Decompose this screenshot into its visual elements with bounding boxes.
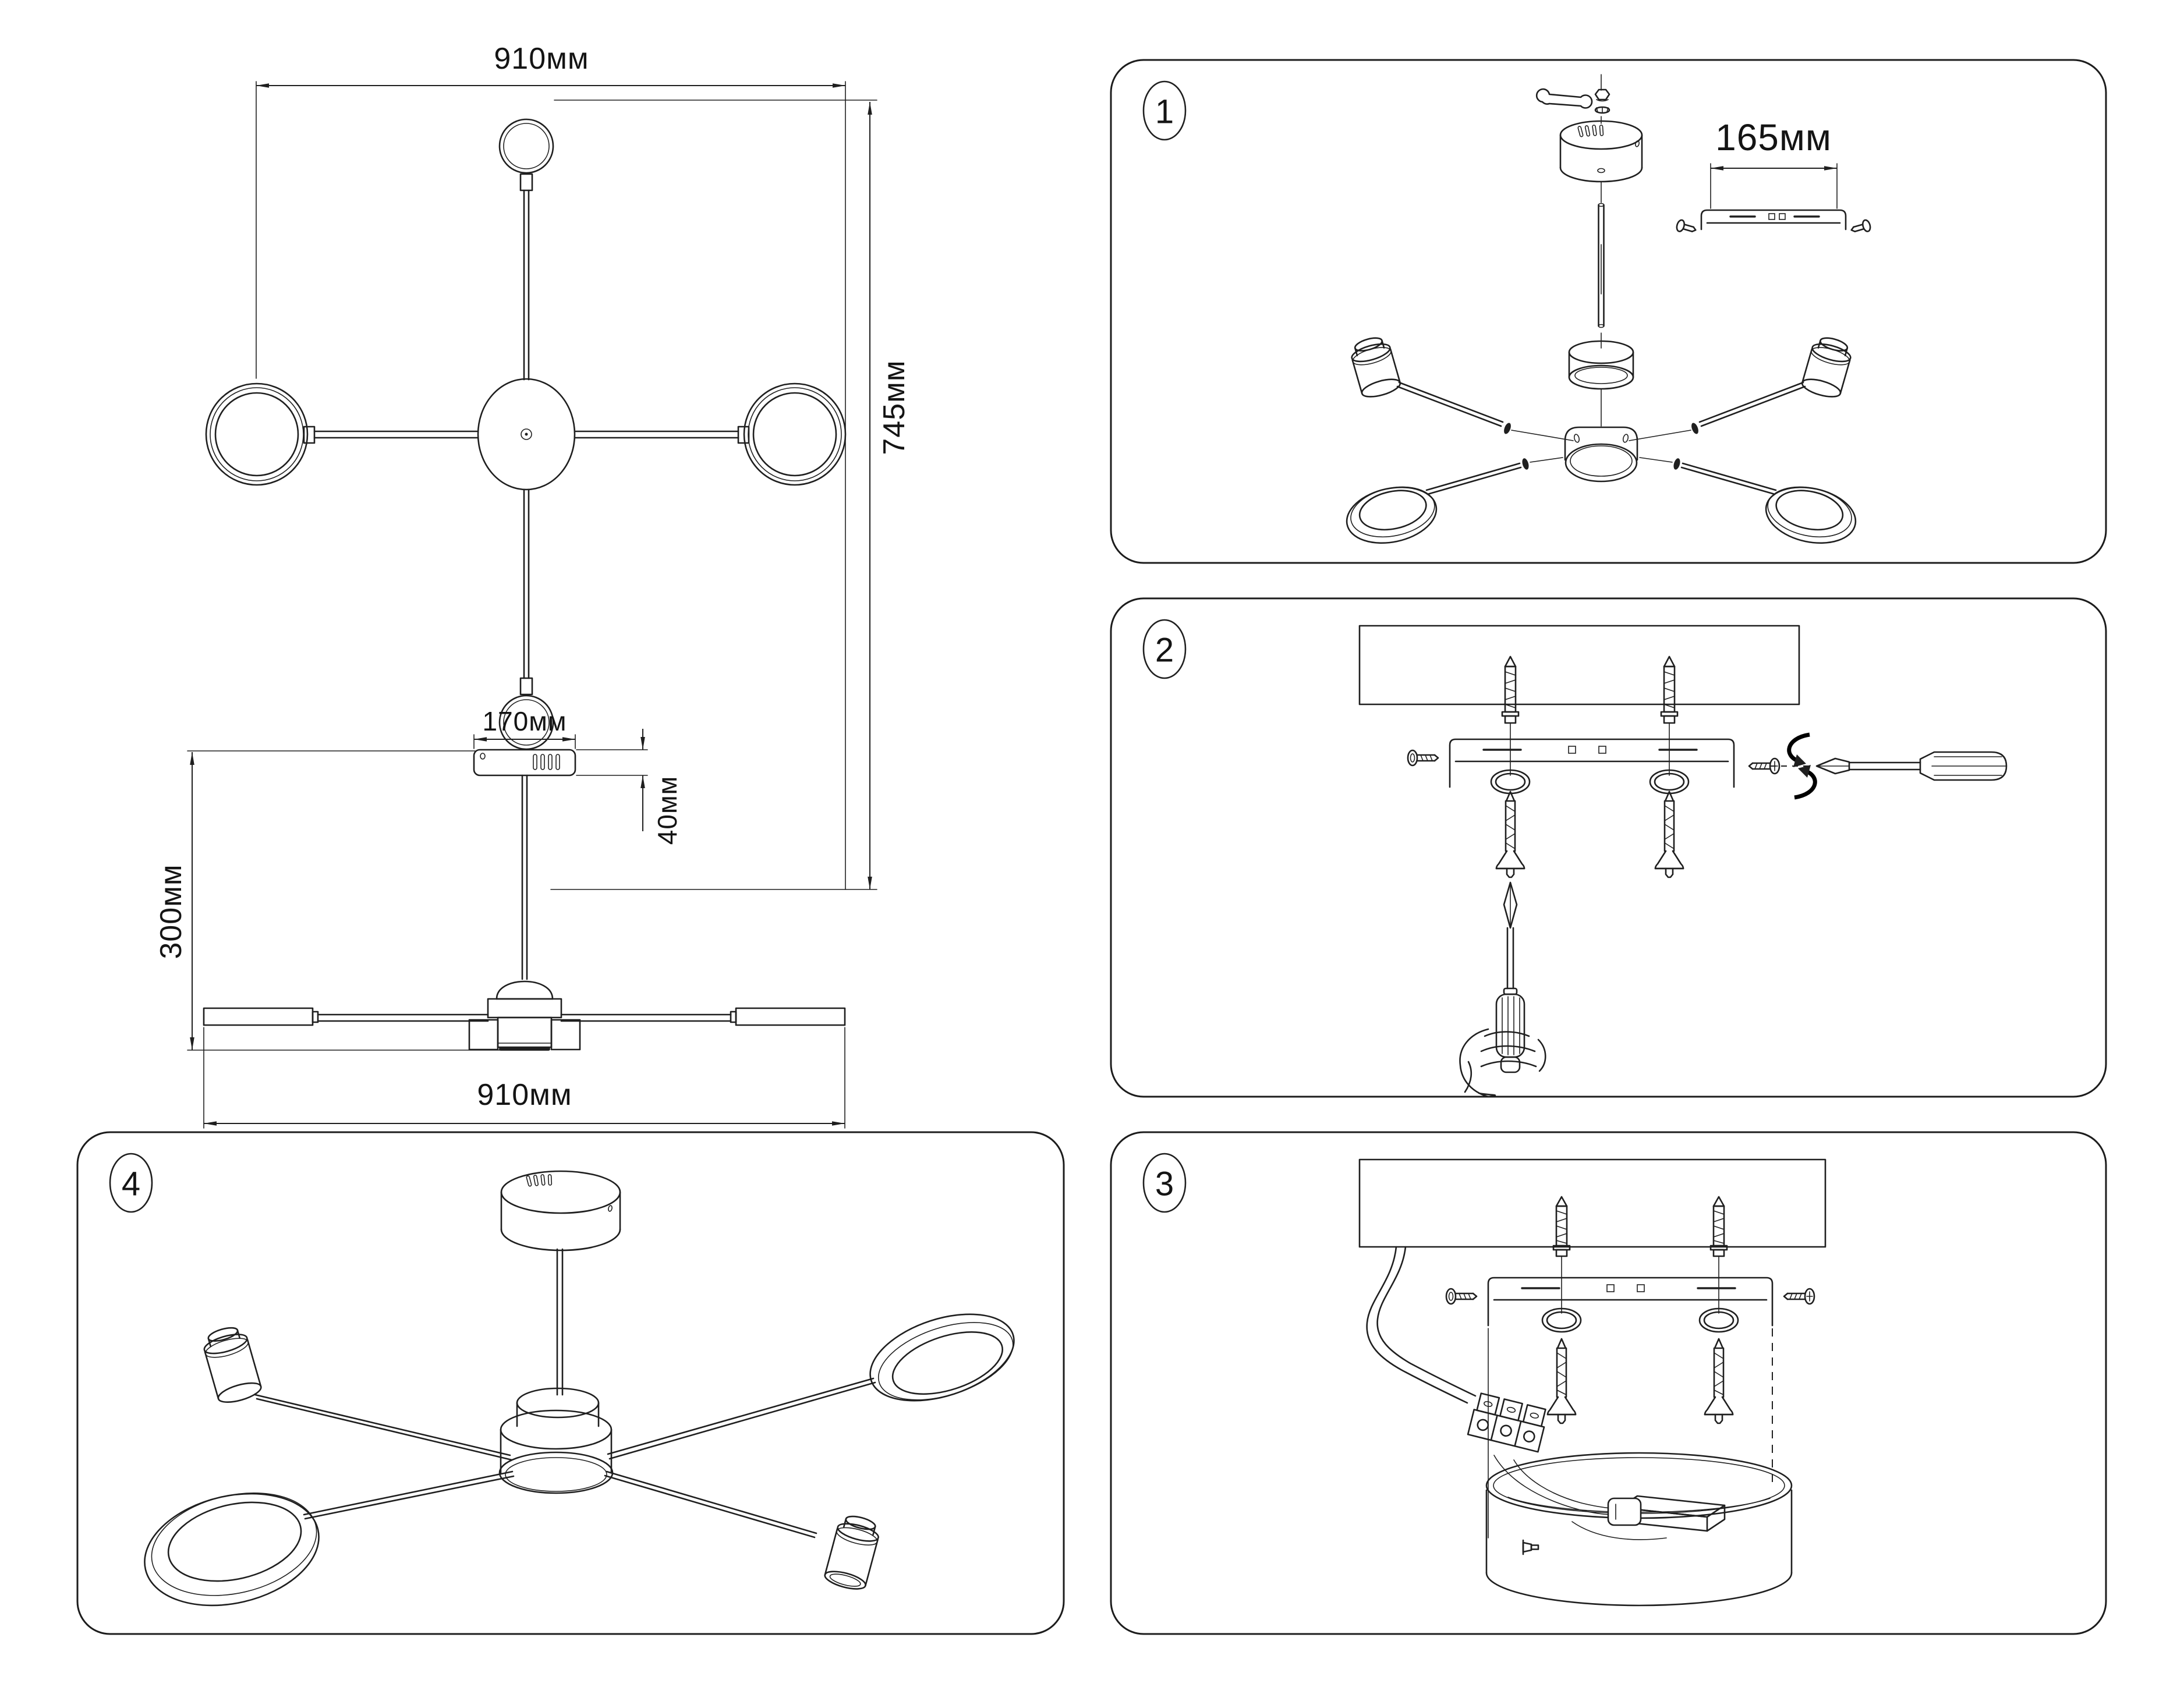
step-badge-3 — [1144, 1154, 1185, 1212]
dimension-side-width — [204, 1027, 845, 1128]
terminal-block — [1468, 1392, 1548, 1452]
step-panel-1 — [1109, 58, 2108, 565]
step-badge-2 — [1144, 620, 1185, 678]
step-badge-1 — [1144, 81, 1185, 140]
arm-nut — [1690, 422, 1700, 435]
canopy-assembled — [501, 1171, 620, 1250]
lock-washer-icon — [1595, 107, 1609, 113]
arm-upper-left — [1397, 382, 1573, 441]
mounting-screw-icon — [1655, 792, 1683, 877]
bracket-screw-icon — [1784, 1289, 1814, 1304]
hub-exploded — [1565, 427, 1637, 481]
chandelier-top-view — [206, 119, 845, 749]
down-rod-assembled — [557, 1249, 562, 1395]
side-view-drawing — [105, 707, 879, 1132]
canopy-open — [1486, 1453, 1792, 1605]
dimension-bracket-width — [1711, 116, 1837, 208]
wrench-icon — [1537, 89, 1592, 108]
side-view-width-label: 910мм — [477, 1078, 572, 1112]
hub-assembled — [500, 1388, 613, 1493]
lamp-ring-lower-left — [133, 1477, 330, 1622]
hex-nut-icon — [1595, 90, 1609, 101]
step-number-1: 1 — [1155, 93, 1174, 131]
arm-upper-right — [608, 1378, 875, 1459]
bracket-width-label: 165мм — [1715, 116, 1832, 158]
arm-lower-left — [304, 1472, 514, 1519]
arm-upper-right — [1629, 382, 1805, 441]
canopy-vent-slots — [1578, 125, 1604, 137]
dimension-drop-height — [154, 751, 525, 1050]
arm-lower-right — [1640, 458, 1776, 494]
step-badge-4 — [110, 1154, 152, 1212]
mounting-screw-icon — [1705, 1339, 1733, 1423]
keyhole-washer — [1650, 770, 1689, 793]
mounting-screw-icon — [1548, 1339, 1576, 1423]
step-number-2: 2 — [1155, 631, 1174, 669]
mounting-bracket — [1488, 1278, 1772, 1332]
drop-height-label: 300мм — [154, 864, 188, 959]
bracket-screw-icon — [1676, 219, 1697, 236]
canopy-vent-slots — [533, 754, 560, 770]
arm-left — [304, 427, 478, 443]
mounting-screw-icon — [1496, 792, 1524, 877]
canopy-exploded — [1560, 121, 1642, 182]
canopy-width-label: 170мм — [482, 706, 567, 736]
lamp-stem — [521, 678, 532, 694]
lamp-left-side-view — [204, 1008, 318, 1025]
lamp-ring-top — [500, 119, 553, 173]
canopy-side-view — [474, 750, 575, 775]
down-rod-exploded — [1599, 204, 1604, 328]
arm-nut — [1503, 422, 1513, 435]
arm-lower-right — [605, 1472, 816, 1537]
mounting-bracket — [1701, 210, 1846, 229]
canopy-side-hole — [608, 1205, 613, 1211]
dimension-canopy-height — [576, 729, 682, 845]
lamp-right-side-view — [731, 1008, 845, 1025]
wall-anchor-icon — [1502, 657, 1518, 723]
lamp-stem — [521, 174, 532, 190]
lamp-ring-left — [206, 384, 307, 485]
lamp-head-lower-right — [823, 1512, 882, 1592]
hand-icon — [1460, 1029, 1545, 1097]
dimension-canopy-width — [474, 706, 575, 749]
lamp-head-upper-left — [200, 1323, 263, 1406]
keyhole-washer — [1491, 770, 1530, 793]
hub-bottom-trim — [499, 1047, 550, 1051]
step-panel-3 — [1109, 1130, 2108, 1636]
canopy-hole — [480, 753, 485, 759]
canopy-side-screw-icon — [1523, 1540, 1538, 1554]
screwdriver-icon — [1496, 882, 1524, 1072]
wall-anchor-icon — [1661, 657, 1677, 723]
canopy-center-hole — [1598, 169, 1605, 173]
cable-entry-knob — [1608, 1498, 1641, 1525]
keyhole-washer — [1700, 1309, 1738, 1332]
arm-lower-left — [1426, 458, 1563, 494]
bracket-screw-icon — [1408, 750, 1438, 765]
canopy-height-label: 40мм — [652, 775, 682, 845]
arm-right — [575, 427, 749, 443]
arm-upper-left — [255, 1395, 512, 1460]
hub-side-view — [469, 981, 580, 1051]
lamp-head-upper-right — [1800, 334, 1854, 400]
step-panel-2 — [1109, 597, 2108, 1098]
step-number-3: 3 — [1155, 1165, 1174, 1203]
ceiling-surface — [1360, 626, 1799, 704]
step-panel-4 — [76, 1130, 1066, 1636]
bracket-screw-icon — [1446, 1289, 1477, 1304]
ceiling-surface — [1360, 1160, 1825, 1247]
screwdriver-icon — [1817, 752, 2006, 780]
mains-cable — [1367, 1247, 1475, 1403]
arm-nut — [1521, 458, 1530, 470]
mounting-bracket — [1450, 739, 1734, 793]
lamp-ring-upper-right — [859, 1298, 1025, 1417]
step-number-4: 4 — [121, 1165, 141, 1203]
lamp-ring-right — [744, 384, 845, 485]
top-view-width-label: 910мм — [494, 42, 589, 76]
keyhole-washer — [1542, 1309, 1581, 1332]
arm-nut — [1672, 458, 1681, 470]
canopy-vent-slots — [526, 1175, 552, 1187]
lamp-head-upper-left — [1348, 334, 1402, 400]
top-view-height-label: 745мм — [877, 360, 911, 455]
bracket-screw-icon — [1850, 219, 1871, 236]
hub-top-view — [478, 379, 575, 490]
